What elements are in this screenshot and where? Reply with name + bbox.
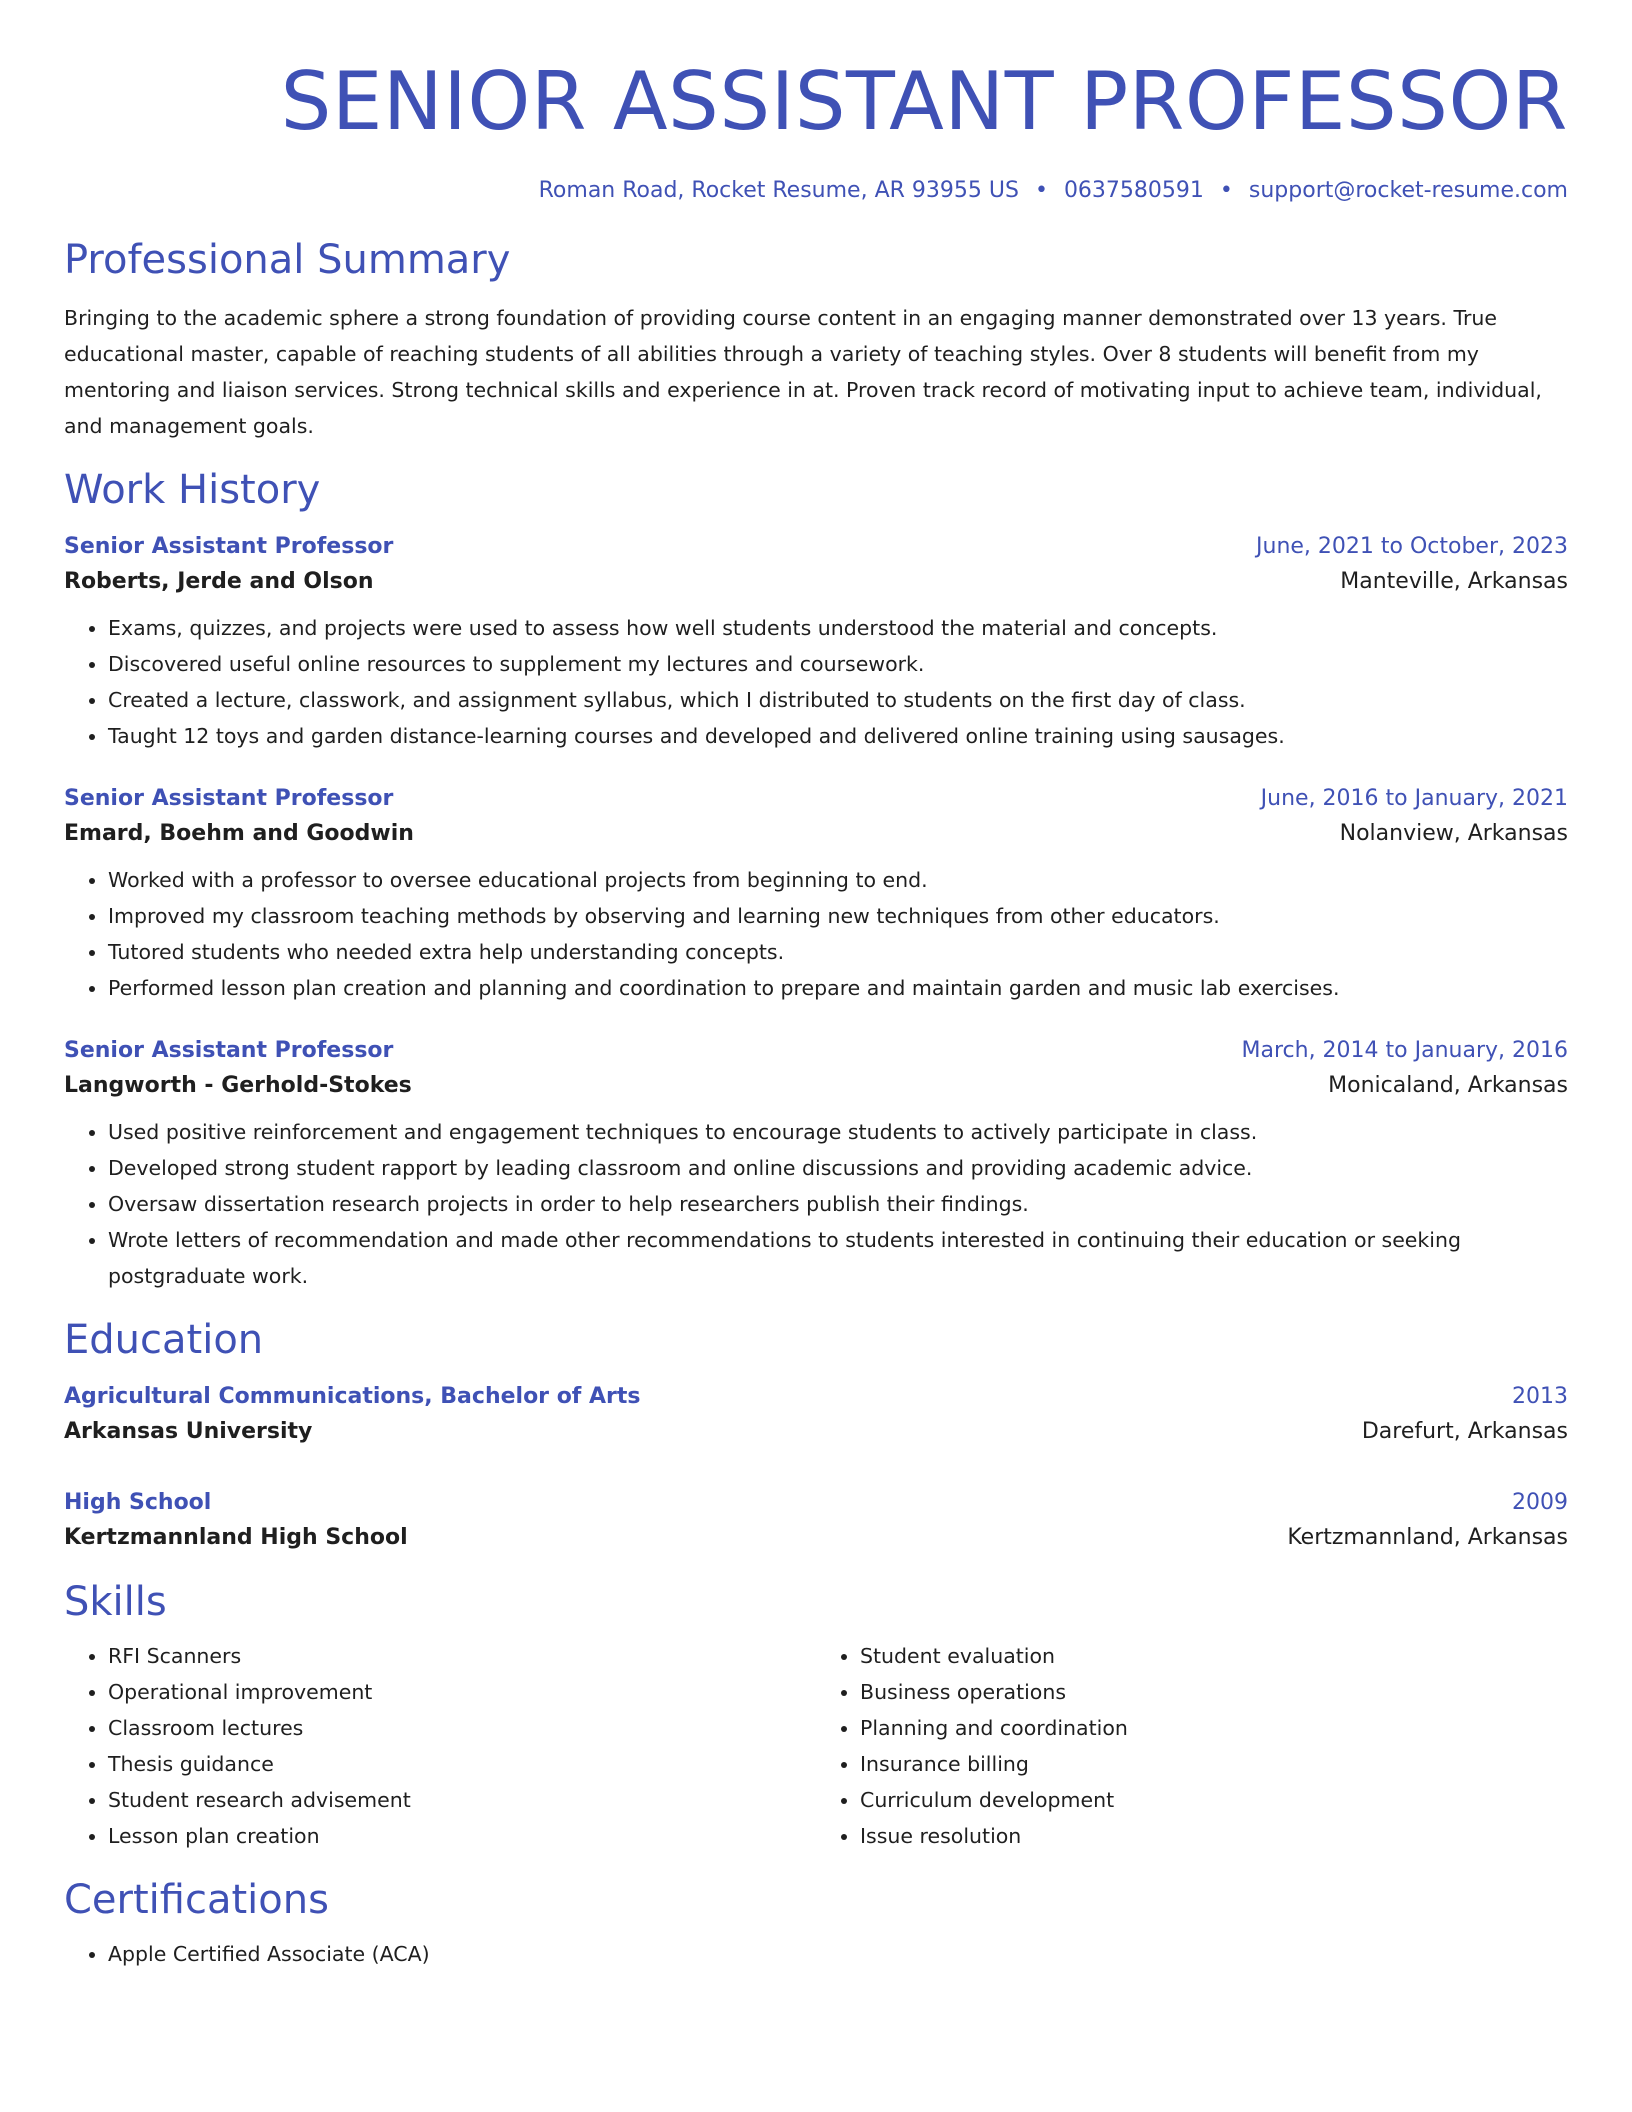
list-item: • Taught 12 toys and garden distance-learning courses and developed and delivered online training using sausages. bbox=[108, 718, 1568, 754]
certifications-list bbox=[64, 1936, 1568, 1972]
skill-item: • Planning and coordination bbox=[860, 1710, 1568, 1746]
education-school: Kertzmannland High School bbox=[64, 1525, 408, 1550]
skill-item: • Student research advisement bbox=[108, 1782, 816, 1818]
job-company: Langworth - Gerhold-Stokes bbox=[64, 1073, 412, 1098]
contact-separator: • bbox=[1219, 178, 1233, 203]
skills-section bbox=[64, 1576, 1568, 1854]
list-item: • Worked with a professor to oversee educational projects from beginning to end. bbox=[108, 862, 1568, 898]
list-item: • Exams, quizzes, and projects were used to assess how well students understood the material and concepts. bbox=[108, 610, 1568, 646]
education-school: Arkansas University bbox=[64, 1419, 313, 1444]
job-company: Emard, Boehm and Goodwin bbox=[64, 821, 414, 846]
certifications-heading: Certifications bbox=[64, 1877, 329, 1923]
education-entry bbox=[64, 1380, 1568, 1450]
job-dates: June, 2021 to October, 2023 bbox=[1256, 534, 1568, 559]
list-item: • Created a lecture, classwork, and assignment syllabus, which I distributed to students on the first day of class. bbox=[108, 682, 1568, 718]
contact-separator: • bbox=[1034, 178, 1048, 203]
job-title: Senior Assistant Professor bbox=[64, 1038, 394, 1063]
education-year: 2009 bbox=[1512, 1490, 1568, 1515]
education-degree: Agricultural Communications, Bachelor of Arts bbox=[64, 1384, 641, 1409]
summary-section bbox=[64, 234, 1568, 444]
contact-line bbox=[64, 176, 1568, 206]
list-item: • Improved my classroom teaching methods by observing and learning new techniques from other educators. bbox=[108, 898, 1568, 934]
list-item: • Tutored students who needed extra help understanding concepts. bbox=[108, 934, 1568, 970]
job-bullets bbox=[64, 862, 1568, 1006]
contact-email: support@rocket-resume.com bbox=[1248, 178, 1568, 203]
contact-address: Roman Road, Rocket Resume, AR 93955 US bbox=[538, 178, 1019, 203]
education-location: Darefurt, Arkansas bbox=[1361, 1419, 1568, 1444]
list-item: • Performed lesson plan creation and planning and coordination to prepare and maintain garden and music lab exercises. bbox=[108, 970, 1568, 1006]
job-bullets bbox=[64, 610, 1568, 754]
list-item: • Discovered useful online resources to supplement my lectures and coursework. bbox=[108, 646, 1568, 682]
education-heading: Education bbox=[64, 1317, 264, 1363]
list-item: • Oversaw dissertation research projects in order to help researchers publish their findings. bbox=[108, 1186, 1568, 1222]
education-degree: High School bbox=[64, 1490, 212, 1515]
job-entry bbox=[64, 782, 1568, 1006]
skill-item: • Classroom lectures bbox=[108, 1710, 816, 1746]
work-history-heading: Work History bbox=[64, 467, 321, 513]
skill-item: • Lesson plan creation bbox=[108, 1818, 816, 1854]
skill-item: • Issue resolution bbox=[860, 1818, 1568, 1854]
job-dates: March, 2014 to January, 2016 bbox=[1241, 1038, 1568, 1063]
education-section bbox=[64, 1314, 1568, 1556]
job-location: Manteville, Arkansas bbox=[1340, 569, 1568, 594]
job-dates: June, 2016 to January, 2021 bbox=[1260, 786, 1568, 811]
skills-grid bbox=[64, 1638, 1568, 1854]
list-item: • Developed strong student rapport by leading classroom and online discussions and providing academic advice. bbox=[108, 1150, 1568, 1186]
education-location: Kertzmannland, Arkansas bbox=[1287, 1525, 1568, 1550]
skill-item: • Thesis guidance bbox=[108, 1746, 816, 1782]
contact-phone: 0637580591 bbox=[1063, 178, 1204, 203]
skills-list-right bbox=[816, 1638, 1568, 1854]
work-history-section bbox=[64, 464, 1568, 1294]
job-entry bbox=[64, 1034, 1568, 1294]
skill-item: • Business operations bbox=[860, 1674, 1568, 1710]
skill-item: • RFI Scanners bbox=[108, 1638, 816, 1674]
job-title: Senior Assistant Professor bbox=[64, 534, 394, 559]
list-item: • Wrote letters of recommendation and made other recommendations to students interested in continuing their education or seeking postgraduate work. bbox=[108, 1222, 1568, 1294]
skill-item: • Insurance billing bbox=[860, 1746, 1568, 1782]
skills-heading: Skills bbox=[64, 1579, 167, 1625]
job-bullets bbox=[64, 1114, 1568, 1294]
job-title: Senior Assistant Professor bbox=[64, 786, 394, 811]
skill-item: • Student evaluation bbox=[860, 1638, 1568, 1674]
education-year: 2013 bbox=[1512, 1384, 1568, 1409]
skills-list-left bbox=[64, 1638, 816, 1854]
skill-item: • Operational improvement bbox=[108, 1674, 816, 1710]
summary-heading: Professional Summary bbox=[64, 237, 511, 283]
job-entry bbox=[64, 530, 1568, 754]
skill-item: • Curriculum development bbox=[860, 1782, 1568, 1818]
job-company: Roberts, Jerde and Olson bbox=[64, 569, 374, 594]
summary-text: Bringing to the academic sphere a strong foundation of providing course content in an engaging manner demonstrated over 13 years. True educational master, capable of reaching students of all abilities through a variety of teaching styles. Over 8 students will benefit from my mentoring and liaison services. Strong technical skills and experience in at. Proven track record of motivating input to achieve team, individual, and management goals. bbox=[64, 306, 1542, 438]
education-entry bbox=[64, 1486, 1568, 1556]
list-item: • Apple Certified Associate (ACA) bbox=[108, 1936, 1568, 1972]
list-item: • Used positive reinforcement and engagement techniques to encourage students to actively participate in class. bbox=[108, 1114, 1568, 1150]
job-location: Nolanview, Arkansas bbox=[1339, 821, 1568, 846]
page-title: SENIOR ASSISTANT PROFESSOR bbox=[280, 55, 1568, 148]
certifications-section bbox=[64, 1874, 1568, 1972]
job-location: Monicaland, Arkansas bbox=[1328, 1073, 1568, 1098]
